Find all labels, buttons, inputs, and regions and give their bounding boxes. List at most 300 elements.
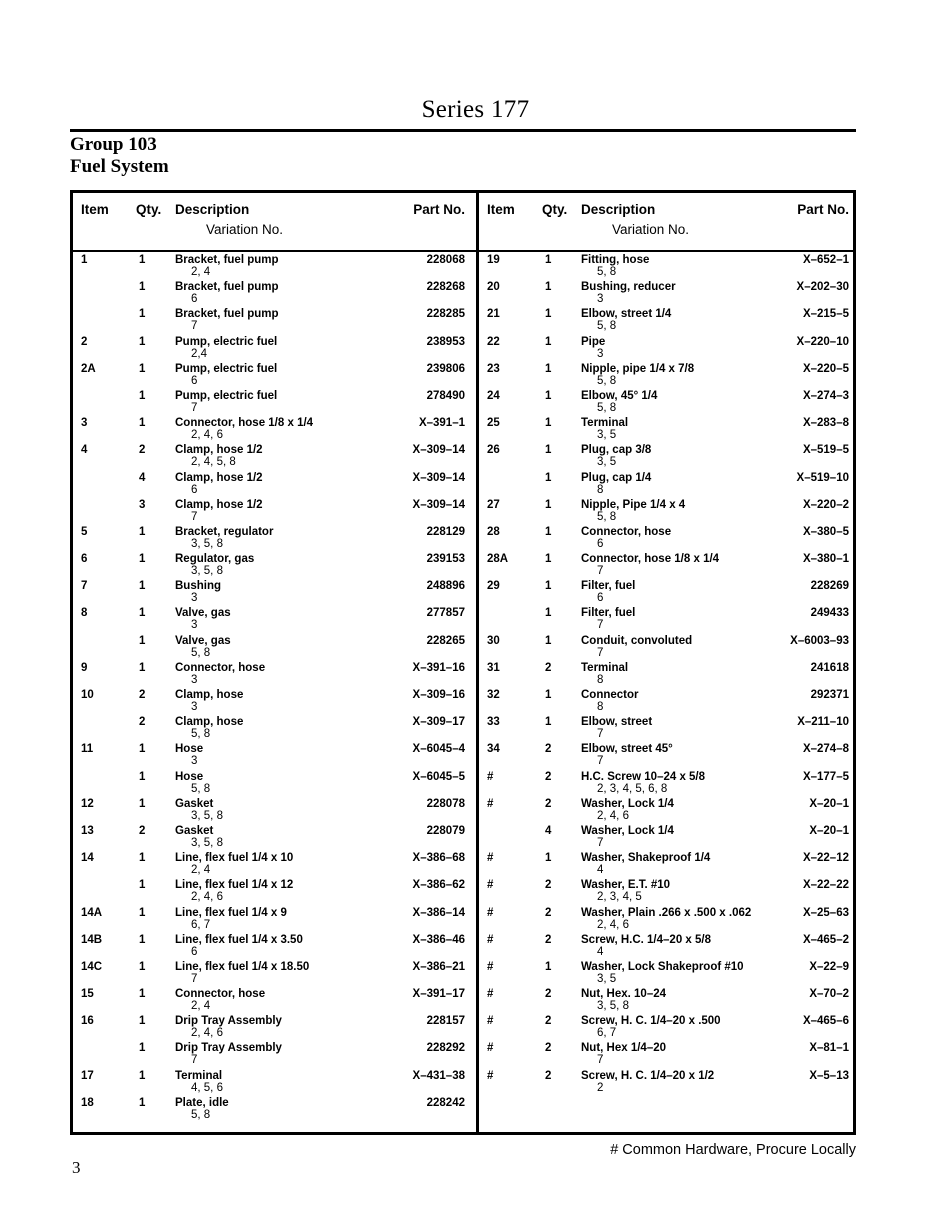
cell-qty: 2 [139,824,146,837]
table-row [73,986,476,1013]
cell-description: Pump, electric fuel [175,335,278,348]
cell-part-no: X–6003–93 [790,634,849,647]
cell-qty: 1 [545,716,552,729]
group-number: Group 103 [70,134,157,155]
cell-part-no: 228285 [426,308,465,321]
cell-qty: 1 [545,254,552,266]
cell-qty: 1 [139,335,146,348]
cell-variation: 2, 4, 6 [191,1027,223,1040]
table-row [479,741,856,768]
cell-item: # [487,1069,494,1082]
cell-qty: 1 [139,933,146,946]
cell-part-no: X–220–5 [802,362,849,375]
cell-part-no: 228068 [426,254,465,266]
cell-variation: 7 [191,401,198,414]
cell-description: Filter, fuel [581,607,636,620]
cell-variation: 3, 5, 8 [191,836,223,849]
table-row [479,361,856,388]
table-row [479,823,856,850]
cell-item: 2 [81,335,88,348]
cell-variation: 2 [597,1081,604,1094]
cell-part-no: X–5–13 [809,1069,849,1082]
table-header-left [73,193,476,250]
cell-item: 7 [81,580,88,593]
table-row [73,306,476,333]
cell-description: Elbow, street 45° [581,743,673,756]
cell-item: 23 [487,362,500,375]
cell-qty: 2 [545,743,552,756]
cell-variation: 5, 8 [597,266,617,278]
common-hardware-note: # Common Hardware, Procure Locally [610,1142,856,1158]
cell-description: Screw, H. C. 1/4–20 x .500 [581,1015,721,1028]
cell-description: Line, flex fuel 1/4 x 12 [175,879,294,892]
cell-variation: 7 [191,510,198,523]
cell-qty: 2 [545,988,552,1001]
cell-variation: 5, 8 [191,728,211,741]
cell-qty: 1 [139,906,146,919]
page-title: Series 177 [421,96,530,123]
cell-qty: 1 [139,1015,146,1028]
cell-item: 15 [81,988,94,1001]
table-row [479,252,856,279]
cell-part-no: X–22–12 [802,852,849,865]
table-row [479,388,856,415]
cell-variation: 5, 8 [597,374,617,387]
cell-description: Clamp, hose [175,716,244,729]
cell-variation: 4, 5, 6 [191,1081,223,1094]
cell-qty: 1 [139,797,146,810]
cell-variation: 2, 4, 6 [191,429,223,442]
cell-description: Bushing, reducer [581,281,676,294]
cell-item: 28A [487,553,509,566]
cell-part-no: 228292 [426,1042,465,1055]
cell-qty: 1 [139,988,146,1001]
cell-qty: 1 [545,471,552,484]
cell-part-no: 239153 [426,553,465,566]
cell-qty: 1 [545,308,552,321]
cell-item: 2A [81,362,96,375]
cell-variation: 7 [597,1054,604,1067]
table-row [73,823,476,850]
cell-qty: 1 [545,852,552,865]
column-header-description: Description [175,202,250,217]
cell-item: 14C [81,960,103,973]
cell-item: 12 [81,797,94,810]
cell-item: 14B [81,933,103,946]
table-row [479,279,856,306]
cell-qty: 1 [139,580,146,593]
cell-qty: 1 [139,553,146,566]
table-row [479,796,856,823]
cell-variation: 3, 5, 8 [191,537,223,550]
cell-item: 28 [487,525,500,538]
cell-part-no: 241618 [810,661,849,674]
cell-description: Terminal [581,661,629,674]
cell-qty: 2 [139,444,146,457]
table-row [73,334,476,361]
cell-description: Hose [175,743,204,756]
cell-part-no: X–465–2 [802,933,849,946]
cell-part-no: 228268 [426,281,465,294]
cell-part-no: X–283–8 [802,417,849,430]
cell-description: Plug, cap 1/4 [581,471,652,484]
cell-part-no: X–211–10 [797,716,849,729]
cell-variation: 5, 8 [597,401,617,414]
cell-description: Connector, hose [581,525,672,538]
cell-qty: 2 [139,689,146,701]
cell-qty: 2 [545,1015,552,1028]
cell-item: 6 [81,553,88,566]
cell-part-no: X–386–62 [412,879,465,892]
cell-variation: 5, 8 [597,320,617,333]
table-row [479,932,856,959]
cell-qty: 1 [545,960,552,973]
cell-part-no: 249433 [810,607,849,620]
cell-qty: 1 [139,417,146,430]
table-row [479,442,856,469]
table-row [73,932,476,959]
cell-qty: 1 [545,689,552,701]
cell-item: 14 [81,852,94,865]
cell-item: 34 [487,743,500,756]
cell-part-no: X–22–9 [809,960,849,973]
cell-description: Gasket [175,824,214,837]
cell-description: Hose [175,770,204,783]
table-row [73,850,476,877]
cell-description: Washer, E.T. #10 [581,879,671,892]
cell-item: 8 [81,607,88,620]
table-row [479,687,856,714]
column-header-variation: Variation No. [206,222,284,237]
cell-description: Nipple, pipe 1/4 x 7/8 [581,362,695,375]
cell-part-no: X–431–38 [412,1069,465,1082]
table-row [73,1068,476,1095]
table-row [479,1013,856,1040]
table-row [479,660,856,687]
table-row [73,605,476,632]
cell-qty: 2 [545,797,552,810]
table-row [479,551,856,578]
cell-description: Regulator, gas [175,553,255,566]
cell-part-no: X–380–5 [802,525,849,538]
cell-part-no: X–309–14 [412,498,465,511]
cell-item: 22 [487,335,500,348]
table-row [73,687,476,714]
table-row [73,741,476,768]
cell-variation: 3, 5 [597,429,617,442]
cell-qty: 2 [545,933,552,946]
cell-variation: 8 [597,483,604,496]
cell-qty: 1 [139,254,146,266]
cell-qty: 2 [545,1069,552,1082]
cell-description: Elbow, street 1/4 [581,308,672,321]
cell-item: 31 [487,661,500,674]
table-row [73,1095,476,1122]
column-header-qty: Qty. [542,202,568,217]
table-row [479,905,856,932]
cell-part-no: X–391–17 [412,988,465,1001]
cell-qty: 1 [139,852,146,865]
cell-variation: 6 [597,537,604,550]
cell-item: 3 [81,417,88,430]
cell-variation: 5, 8 [191,646,211,659]
cell-variation: 3 [191,592,198,605]
cell-item: 14A [81,906,103,919]
cell-qty: 4 [139,471,146,484]
table-row [479,524,856,551]
table-row [73,877,476,904]
group-heading [70,134,169,178]
cell-item: 1 [81,254,88,266]
cell-description: Connector, hose 1/8 x 1/4 [175,417,314,430]
cell-part-no: X–386–68 [412,852,465,865]
cell-variation: 2, 3, 4, 5, 6, 8 [597,782,668,795]
cell-item: # [487,1042,494,1055]
cell-item: 24 [487,389,500,402]
cell-description: Drip Tray Assembly [175,1015,282,1028]
cell-variation: 2, 4 [191,1000,211,1013]
cell-qty: 1 [545,362,552,375]
cell-part-no: 228269 [810,580,849,593]
cell-description: Gasket [175,797,214,810]
table-row [479,850,856,877]
cell-qty: 2 [545,906,552,919]
cell-item: 20 [487,281,500,294]
column-header-part-no: Part No. [797,202,849,217]
cell-description: Connector [581,689,639,701]
cell-variation: 6 [191,483,198,496]
column-header-item: Item [487,202,515,217]
cell-qty: 1 [139,362,146,375]
cell-part-no: X–386–46 [412,933,465,946]
cell-description: Fitting, hose [581,254,650,266]
cell-part-no: X–519–10 [796,471,849,484]
cell-variation: 6, 7 [597,1027,617,1040]
cell-description: Plate, idle [175,1096,229,1109]
cell-part-no: X–177–5 [802,770,849,783]
cell-qty: 2 [139,716,146,729]
cell-qty: 1 [139,281,146,294]
cell-variation: 2, 4, 5, 8 [191,456,236,469]
cell-item: 33 [487,716,500,729]
cell-variation: 8 [597,673,604,686]
cell-variation: 3 [597,293,604,306]
cell-part-no: X–22–22 [802,879,849,892]
cell-part-no: 228129 [426,525,465,538]
cell-variation: 5, 8 [597,510,617,523]
cell-variation: 2, 3, 4, 5 [597,891,642,904]
cell-description: Washer, Lock Shakeproof #10 [581,960,744,973]
cell-variation: 6 [191,374,198,387]
cell-variation: 3, 5, 8 [191,809,223,822]
cell-qty: 1 [545,607,552,620]
cell-variation: 3 [597,347,604,360]
table-header-right [479,193,856,250]
cell-description: Bracket, fuel pump [175,308,279,321]
cell-qty: 2 [545,1042,552,1055]
cell-item: 16 [81,1015,94,1028]
cell-item: 32 [487,689,500,701]
cell-variation: 2, 4, 6 [191,891,223,904]
table-row [73,279,476,306]
cell-variation: 7 [191,972,198,985]
table-row [479,578,856,605]
cell-item: 25 [487,417,500,430]
parts-table [70,190,856,1135]
cell-description: Washer, Shakeproof 1/4 [581,852,711,865]
cell-qty: 2 [545,879,552,892]
cell-description: Line, flex fuel 1/4 x 3.50 [175,933,303,946]
cell-part-no: 228157 [426,1015,465,1028]
table-row [479,1068,856,1095]
cell-variation: 4 [597,945,604,958]
cell-description: Conduit, convoluted [581,634,693,647]
table-row [479,959,856,986]
cell-description: Connector, hose [175,661,266,674]
cell-part-no: X–202–30 [796,281,849,294]
cell-description: Bracket, fuel pump [175,254,279,266]
cell-part-no: X–220–10 [796,335,849,348]
cell-qty: 1 [545,335,552,348]
table-row [479,605,856,632]
cell-variation: 8 [597,701,604,713]
cell-description: Washer, Lock 1/4 [581,797,674,810]
cell-qty: 2 [545,770,552,783]
cell-part-no: X–25–63 [802,906,849,919]
cell-variation: 3 [191,701,198,713]
cell-qty: 3 [139,498,146,511]
cell-description: Elbow, street [581,716,653,729]
cell-item: # [487,906,494,919]
cell-item: 27 [487,498,500,511]
cell-description: Nut, Hex. 10–24 [581,988,667,1001]
cell-variation: 7 [597,565,604,578]
parts-list-left-column [73,252,476,1122]
cell-item: # [487,933,494,946]
cell-description: Bracket, regulator [175,525,274,538]
cell-part-no: X–519–5 [802,444,849,457]
cell-description: Washer, Plain .266 x .500 x .062 [581,906,752,919]
cell-part-no: X–70–2 [809,988,849,1001]
cell-description: Elbow, 45° 1/4 [581,389,658,402]
cell-qty: 2 [545,661,552,674]
page-number: 3 [72,1158,81,1177]
cell-part-no: 277857 [426,607,465,620]
column-header-item: Item [81,202,109,217]
column-header-variation: Variation No. [612,222,690,237]
cell-part-no: X–652–1 [802,254,849,266]
cell-part-no: 238953 [426,335,465,348]
parts-list-right-column [479,252,856,1095]
cell-variation: 4 [597,864,604,877]
table-row [479,769,856,796]
cell-qty: 1 [139,661,146,674]
cell-qty: 1 [139,634,146,647]
cell-item: 4 [81,444,88,457]
cell-part-no: X–309–14 [412,444,465,457]
cell-variation: 2,4 [191,347,207,360]
cell-qty: 1 [139,1069,146,1082]
table-row [479,714,856,741]
cell-part-no: X–274–3 [802,389,849,402]
cell-qty: 1 [545,389,552,402]
cell-variation: 6 [191,945,198,958]
cell-part-no: X–20–1 [809,797,849,810]
table-row [73,415,476,442]
cell-item: 21 [487,308,500,321]
table-row [73,769,476,796]
table-row [73,905,476,932]
cell-description: Washer, Lock 1/4 [581,824,674,837]
cell-part-no: 228242 [426,1096,465,1109]
cell-part-no: X–81–1 [809,1042,849,1055]
cell-variation: 6, 7 [191,918,211,931]
cell-description: Screw, H.C. 1/4–20 x 5/8 [581,933,711,946]
cell-variation: 2, 4 [191,266,211,278]
cell-description: Plug, cap 3/8 [581,444,652,457]
cell-description: Clamp, hose [175,689,244,701]
cell-qty: 1 [545,281,552,294]
cell-variation: 2, 4 [191,864,211,877]
cell-item: 26 [487,444,500,457]
cell-description: Drip Tray Assembly [175,1042,282,1055]
cell-qty: 1 [139,879,146,892]
cell-part-no: X–220–2 [802,498,849,511]
cell-part-no: X–386–14 [412,906,465,919]
cell-part-no: 228265 [426,634,465,647]
table-row [73,660,476,687]
cell-qty: 1 [139,770,146,783]
cell-qty: 1 [139,960,146,973]
cell-variation: 6 [597,592,604,605]
cell-variation: 3 [191,673,198,686]
cell-description: Connector, hose 1/8 x 1/4 [581,553,720,566]
cell-description: Line, flex fuel 1/4 x 18.50 [175,960,310,973]
table-row [73,551,476,578]
cell-description: Line, flex fuel 1/4 x 10 [175,852,294,865]
cell-description: Pump, electric fuel [175,389,278,402]
cell-part-no: 228078 [426,797,465,810]
cell-qty: 1 [545,417,552,430]
table-row [73,524,476,551]
cell-item: 30 [487,634,500,647]
cell-description: Filter, fuel [581,580,636,593]
table-row [479,633,856,660]
cell-part-no: X–391–1 [418,417,465,430]
column-header-description: Description [581,202,656,217]
cell-qty: 1 [545,444,552,457]
cell-description: Terminal [581,417,629,430]
cell-item: 9 [81,661,88,674]
cell-description: Bracket, fuel pump [175,281,279,294]
cell-qty: 1 [545,525,552,538]
cell-part-no: X–215–5 [802,308,849,321]
cell-item: # [487,797,494,810]
cell-part-no: X–20–1 [809,824,849,837]
cell-part-no: X–6045–5 [412,770,465,783]
cell-item: # [487,1015,494,1028]
table-row [73,470,476,497]
cell-variation: 3, 5, 8 [597,1000,629,1013]
cell-description: Pump, electric fuel [175,362,278,375]
cell-variation: 7 [191,320,198,333]
cell-part-no: X–465–6 [802,1015,849,1028]
cell-part-no: X–309–17 [412,716,465,729]
table-row [73,633,476,660]
table-row [73,1040,476,1067]
cell-variation: 7 [597,728,604,741]
cell-item: 19 [487,254,500,266]
